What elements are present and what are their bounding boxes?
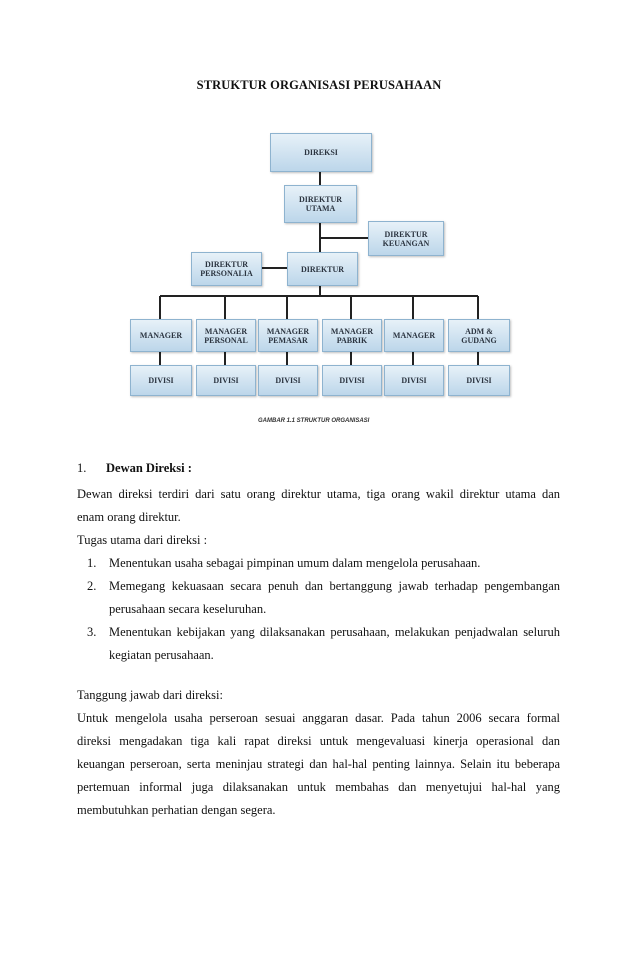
section-number: 1. [77, 461, 87, 475]
box-divisi-1: DIVISI [130, 365, 192, 396]
paragraph-line: Untuk mengelola usaha perseroan sesuai anggaran dasar. Pada tahun 2006 secara formal [77, 711, 560, 725]
paragraph-line: Dewan direksi terdiri dari satu orang direktur utama, tiga orang wakil direktur utama dan [77, 487, 560, 501]
box-direktur-personalia: DIREKTUR PERSONALIA [191, 252, 262, 286]
box-manager: MANAGER [130, 319, 192, 352]
page-title: STRUKTUR ORGANISASI PERUSAHAAN [196, 78, 442, 92]
section-heading: Dewan Direksi : [106, 461, 192, 475]
box-divisi-3: DIVISI [258, 365, 318, 396]
box-adm-gudang: ADM & GUDANG [448, 319, 510, 352]
paragraph-line: enam orang direktur. [77, 510, 181, 524]
box-divisi-2: DIVISI [196, 365, 256, 396]
box-manager-2: MANAGER [384, 319, 444, 352]
box-manager-pabrik: MANAGER PABRIK [322, 319, 382, 352]
list-item-number: 2. [87, 579, 97, 593]
list-item-text: Menentukan kebijakan yang dilaksanakan perusahaan, melakukan penjadwalan seluruh [109, 625, 560, 639]
box-manager-personal: MANAGER PERSONAL [196, 319, 256, 352]
list-item-number: 1. [87, 556, 97, 570]
tasks-label: Tugas utama dari direksi : [77, 533, 208, 547]
box-direktur: DIREKTUR [287, 252, 358, 286]
paragraph-line: direksi mengadakan tiga kali rapat direksi untuk mengevaluasi kinerja operasional dan [77, 734, 560, 748]
paragraph-line: pertemuan informal juga dilaksanakan untuk membahas dan menyetujui hal-hal yang [77, 780, 560, 794]
list-item-text: Memegang kekuasaan secara penuh dan bertanggung jawab terhadap pengembangan [109, 579, 560, 593]
list-item-text: kegiatan perusahaan. [109, 648, 214, 662]
box-divisi-6: DIVISI [448, 365, 510, 396]
list-item-text: perusahaan secara keseluruhan. [109, 602, 267, 616]
org-chart [118, 128, 518, 438]
box-direksi: DIREKSI [270, 133, 372, 172]
box-manager-pemasar: MANAGER PEMASAR [258, 319, 318, 352]
list-item-number: 3. [87, 625, 97, 639]
box-divisi-4: DIVISI [322, 365, 382, 396]
figure-caption: GAMBAR 1.1 STRUKTUR ORGANISASI [258, 418, 370, 424]
box-direktur-keuangan: DIREKTUR KEUANGAN [368, 221, 444, 256]
box-direktur-utama: DIREKTUR UTAMA [284, 185, 357, 223]
list-item-text: Menentukan usaha sebagai pimpinan umum dalam mengelola perusahaan. [109, 556, 481, 570]
responsibility-label: Tanggung jawab dari direksi: [77, 688, 223, 702]
box-divisi-5: DIVISI [384, 365, 444, 396]
paragraph-line: keuangan perseroan, serta meninjau strategi dan hal-hal penting lainnya. Selain itu beberapa [77, 757, 560, 771]
paragraph-line: membutuhkan perhatian dengan segera. [77, 803, 276, 817]
